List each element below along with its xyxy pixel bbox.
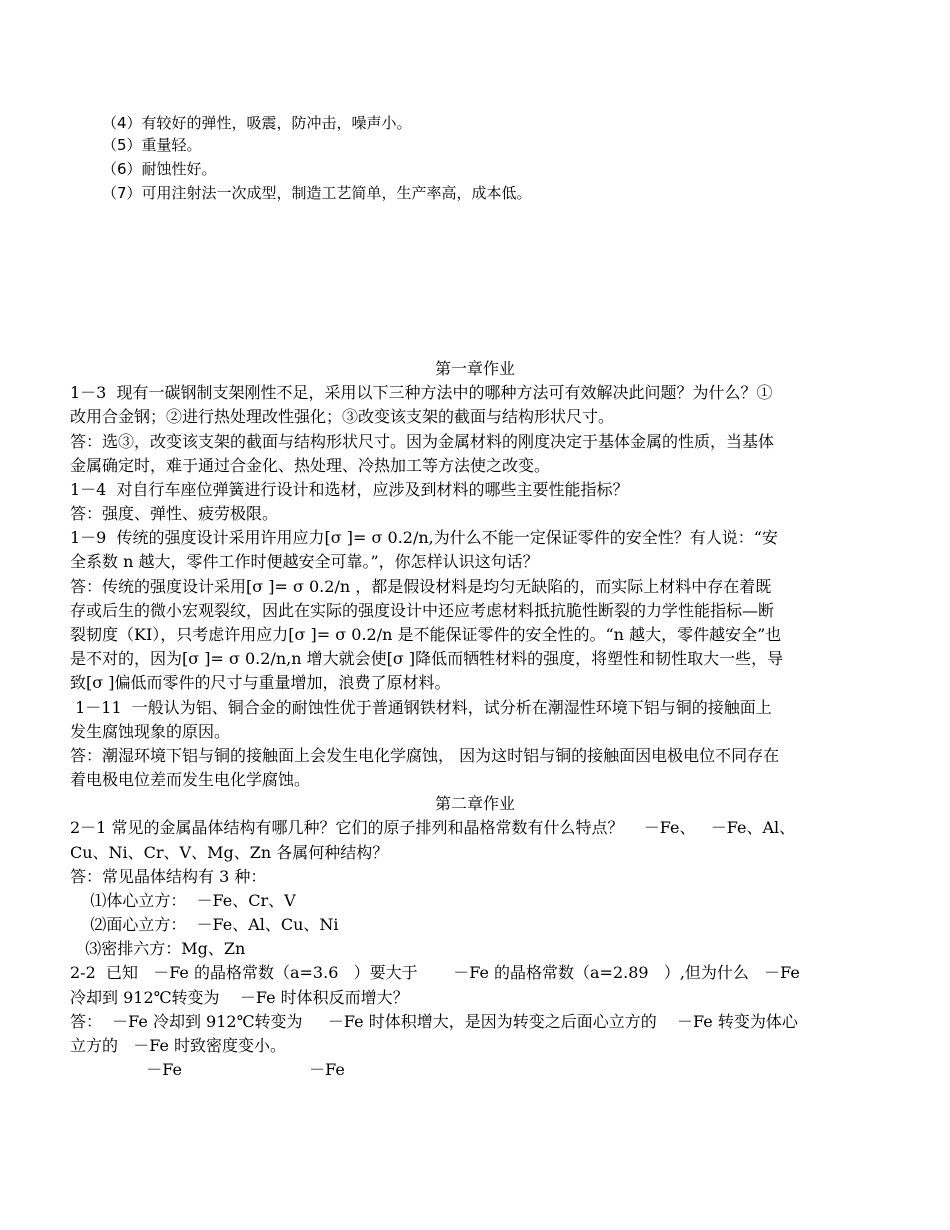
text-line: ⑵面心立方： －Fe、Al、Cu、Ni	[70, 915, 339, 934]
text-line: 答：常见晶体结构有 3 种：	[70, 867, 267, 886]
chapter1-title: 第一章作业	[434, 359, 515, 378]
text-line: 2－1 常见的金属晶体结构有哪几种？它们的原子排列和晶格常数有什么特点？ －Fe、 －Fe、Al、	[70, 818, 796, 837]
text-line: 答：传统的强度设计采用[σ ]= σ 0.2/n ，都是假设材料是均匀无缺陷的，而实际上材料中存在着既	[70, 577, 772, 596]
text-line: 改用合金钢；②进行热处理改性强化；③改变该支架的截面与结构形状尺寸。	[70, 407, 615, 426]
text-line: ⑴体心立方： －Fe、Cr、V	[70, 891, 296, 910]
text-line: 金属确定时，难于通过合金化、热处理、冷热加工等方法使之改变。	[70, 456, 551, 475]
intro-item-4: （4）有较好的弹性，吸震，防冲击，噪声小。	[102, 114, 412, 132]
text-line: 存或后生的微小宏观裂纹，因此在实际的强度设计中还应考虑材料抵抗脆性断裂的力学性能指标—断	[70, 601, 775, 620]
text-line: 答：强度、弹性、疲劳极限。	[70, 504, 279, 523]
intro-item-6: （6）耐蚀性好。	[102, 160, 217, 178]
chapter2-title: 第二章作业	[434, 794, 515, 813]
text-line: 立方的 －Fe 时致密度变小。	[70, 1036, 287, 1055]
text-line: 1－4 对自行车座位弹簧进行设计和选材，应涉及到材料的哪些主要性能指标？	[70, 480, 629, 499]
intro-item-5: （5）重量轻。	[102, 136, 202, 154]
text-line: ⑶密排六方：Mg、Zn	[70, 939, 246, 958]
text-line: 着电极电位差而发生电化学腐蚀。	[70, 770, 311, 789]
text-line: 1－9 传统的强度设计采用许用应力[σ ]= σ 0.2/n,为什么不能一定保证零件的安全性？有人说：“安	[70, 528, 778, 547]
text-line: 是不对的，因为[σ ]= σ 0.2/n,n 增大就会使[σ ]降低而牺牲材料的强度，将塑性和韧性取大一些，导	[70, 649, 784, 668]
text-line: 全系数 n 越大，零件工作时便越安全可靠。”，你怎样认识这句话？	[70, 552, 539, 571]
text-line: 答：潮湿环境下铝与铜的接触面上会发生电化学腐蚀， 因为这时铝与铜的接触面因电极电位不同存在	[70, 746, 780, 765]
intro-item-7: （7）可用注射法一次成型，制造工艺简单，生产率高，成本低。	[102, 184, 532, 202]
text-line: 发生腐蚀现象的原因。	[70, 722, 231, 741]
text-line: 2-2 已知 －Fe 的晶格常数（a=3.6 ）要大于 －Fe 的晶格常数（a=2.89 ）,但为什么 －Fe	[70, 963, 800, 982]
text-line: 冷却到 912℃转变为 －Fe 时体积反而增大？	[70, 988, 409, 1007]
text-line: 致[σ ]偏低而零件的尺寸与重量增加，浪费了原材料。	[70, 673, 451, 692]
text-line: 1－3 现有一碳钢制支架刚性不足，采用以下三种方法中的哪种方法可有效解决此问题？为什么？①	[70, 383, 773, 402]
text-line: 答： －Fe 冷却到 912℃转变为 －Fe 时体积增大，是因为转变之后面心立方的 －Fe 转变为体心	[70, 1012, 798, 1031]
text-line: Cu、Ni、Cr、V、Mg、Zn 各属何种结构？	[70, 843, 389, 862]
text-line: 答：选③，改变该支架的截面与结构形状尺寸。因为金属材料的刚度决定于基体金属的性质，当基体	[70, 432, 775, 451]
text-line: 1－11 一般认为铝、铜合金的耐蚀性优于普通钢铁材料，试分析在潮湿性环境下铝与铜的接触面上	[70, 698, 772, 717]
text-line: －Fe －Fe	[70, 1060, 345, 1079]
text-line: 裂韧度（KI），只考虑许用应力[σ ]= σ 0.2/n 是不能保证零件的安全性的。“n 越大，零件越安全”也	[70, 625, 782, 644]
